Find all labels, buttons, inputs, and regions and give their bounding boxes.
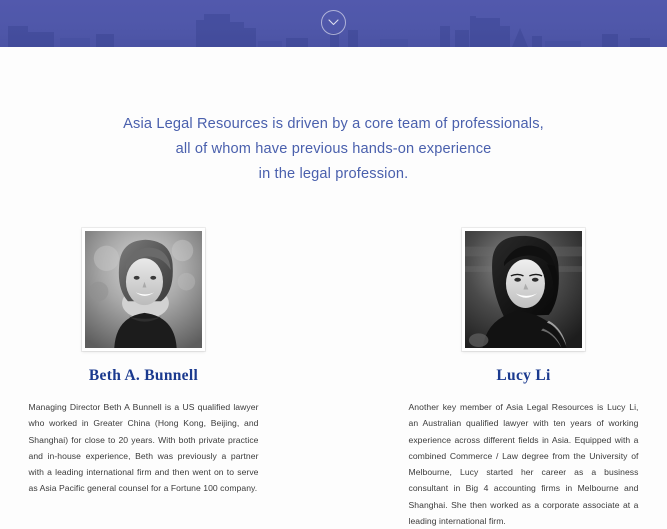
member-photo [465, 231, 582, 348]
team-member-card [408, 228, 640, 529]
hero-banner [0, 0, 667, 47]
portrait-beth-bunnell-image [85, 231, 202, 348]
team-member-card [28, 228, 260, 529]
member-bio: Another key member of Asia Legal Resources is Lucy Li, an Australian qualified lawyer with ten years of working experience across different fields in Asia. Equipped with a combined Commerce / Law degree from the University of Melbourne, Lucy started her career as a business consultant in Big 4 accounting firms in Melbourne and Shanghai. She then worked as a corporate associate at a leading international firm. [408, 402, 639, 527]
member-photo-frame [82, 228, 205, 351]
team-members-grid [0, 228, 667, 529]
headline-line-1: Asia Legal Resources is driven by a core team of professionals, [123, 116, 544, 132]
portrait-lucy-li-image [465, 231, 582, 348]
chevron-down-icon [328, 19, 339, 26]
scroll-down-button[interactable] [321, 10, 346, 35]
headline-line-2: all of whom have previous hands-on experience [175, 141, 492, 157]
member-bio: Managing Director Beth A Bunnell is a US qualified lawyer who worked in Greater China (Hong Kong, Beijing, and Shanghai) for close to 20 years. With both private practice and in-house experience, Beth was previously a partner with a leading international firm and then went on to serve as Asia Pacific general counsel for a Fortune 100 company. [28, 402, 259, 494]
member-name: Beth A. Bunnell [88, 367, 199, 384]
member-name: Lucy Li [496, 367, 551, 384]
headline-line-3: in the legal profession. [258, 166, 409, 182]
member-photo-frame [462, 228, 585, 351]
page-headline [0, 112, 667, 187]
member-photo [85, 231, 202, 348]
